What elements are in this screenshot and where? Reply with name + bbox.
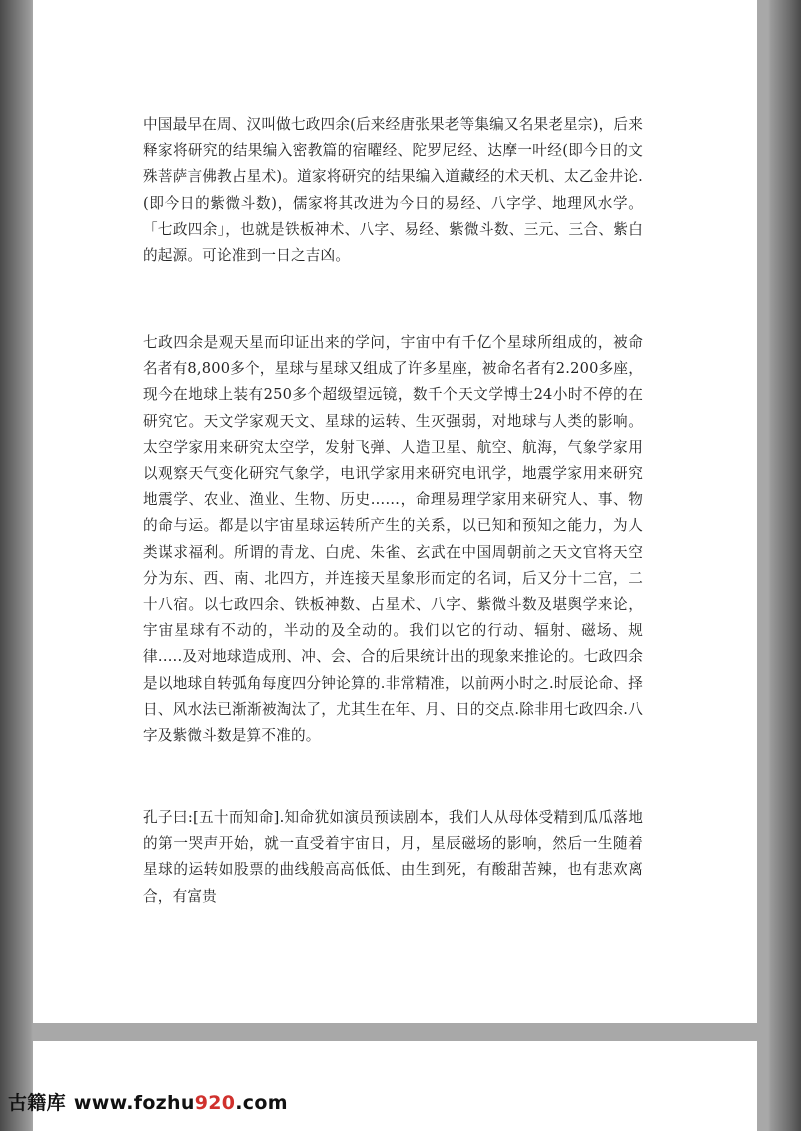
watermark-url-number: 920	[194, 1092, 236, 1114]
site-watermark	[8, 1088, 288, 1115]
paragraph: 中国最早在周、汉叫做七政四余(后来经唐张果老等集编又名果老星宗)，后来释家将研究的结果编入密教篇的宿曜经、陀罗尼经、达摩一叶经(即今日的文殊菩萨言佛教占星术)。道家将研究的结果编入道藏经的术天机、太乙金井论.(即今日的紫微斗数)，儒家将其改进为今日的易经、八字学、地理风水学。「七政四余」，也就是铁板神术、八字、易经、紫微斗数、三元、三合、紫白的起源。可论准到一日之吉凶。	[143, 116, 643, 265]
watermark-url-prefix: www.fozhu	[73, 1092, 195, 1114]
watermark-site-name: 古籍库	[8, 1092, 66, 1114]
paragraph: 七政四余是观天星而印证出来的学问，宇宙中有千亿个星球所组成的，被命名者有8,800多个，星球与星球又组成了许多星座，被命名者有2.200多座，现今在地球上装有250多个超级望远镜，数千个天文学博士24小时不停的在研究它。天文学家观天文、星球的运转、生灭强弱，对地球与人类的影响。太空学家用来研究太空学，发射飞弹、人造卫星、航空、航海，气象学家用以观察天气变化研究气象学，电讯学家用来研究电讯学，地震学家用来研究地震学、农业、渔业、生物、历史……，命理易理学家用来研究人、事、物的命与运。都是以宇宙星球运转所产生的关系，以已知和预知之能力，为人类谋求福利。所谓的青龙、白虎、朱雀、玄武在中国周朝前之天文官将天空分为东、西、南、北四方，并连接天星象形而定的名词，后又分十二宫，二十八宿。以七政四余、铁板神数、占星术、八字、紫微斗数及堪舆学来论，宇宙星球有不动的，半动的及全动的。我们以它的行动、辐射、磁场、规律.….及对地球造成刑、冲、会、合的后果统计出的现象来推论的。七政四余是以地球自转弧角每度四分钟论算的.非常精准，以前两小时之.时辰论命、择日、风水法已渐渐被淘汰了，尤其生在年、月、日的交点.除非用七政四余.八字及紫微斗数是算不准的。	[143, 334, 643, 745]
paragraph: 孔子曰:[五十而知命].知命犹如演员预读剧本，我们人从母体受精到瓜瓜落地的第一哭声开始，就一直受着宇宙日，月，星辰磁场的影响，然后一生随着星球的运转如股票的曲线般高高低低、由生到死，有酸甜苦辣，也有悲欢离合，有富贵	[143, 809, 643, 905]
watermark-url-suffix: .com	[235, 1092, 288, 1114]
next-document-page	[33, 1041, 757, 1131]
document-page	[33, 0, 757, 1023]
